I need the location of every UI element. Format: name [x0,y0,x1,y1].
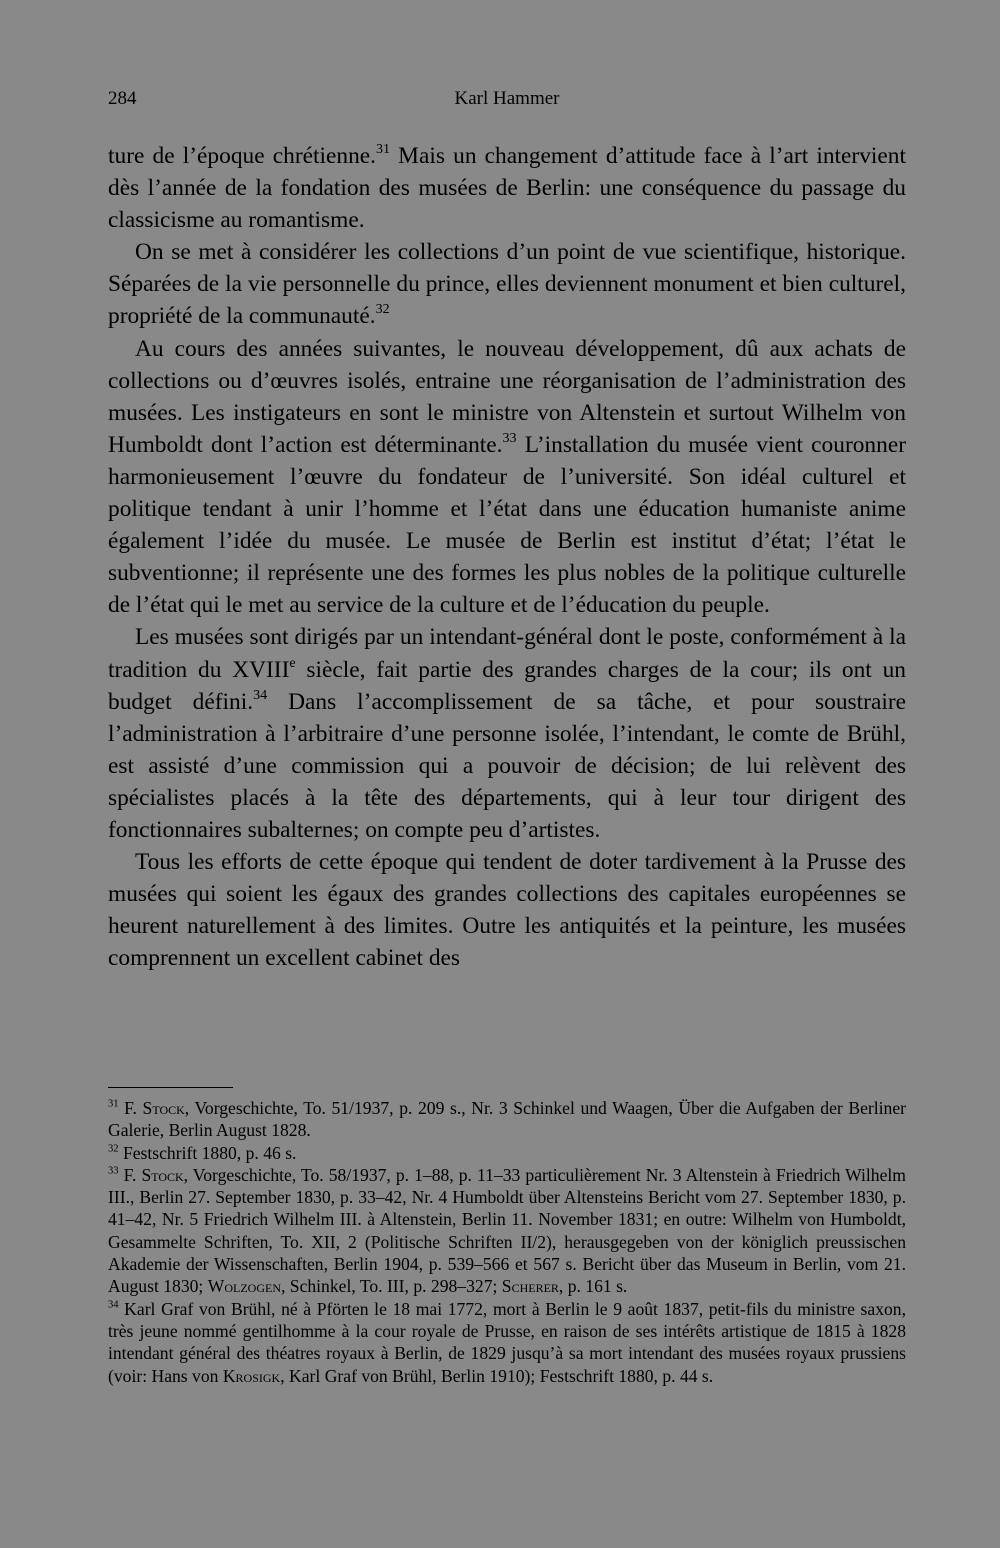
text-run: Les musées sont dirigés par un intendant-général dont le poste, conformément à la tradition du XVIII [108,624,906,683]
text-run: , Vorgeschichte, To. 51/1937, p. 209 s., Nr. 3 Schinkel und Waagen, Über die Aufgaben der Berliner Galerie, Berlin August 1828. [108,1098,906,1141]
text-run: L’installation du musée vient couronner harmonieusement l’œuvre du fondateur de l’université. Son idéal culturel et politique tendant à unir l’homme et l’état dans une éducation humaniste anime également l’idée du musée. Le musée de Berlin est institut d’état; l’état le subventionne; il représente une des formes les plus nobles de la politique culturelle de l’état qui le met au service de la culture et de l’éducation du peuple. [108,431,906,619]
footnote-ref: 34 [108,1299,119,1311]
page-header [108,88,906,118]
small-caps-name: Wolzogen [207,1276,281,1297]
text-run: F. [118,1164,142,1185]
text-run: , Schinkel, To. III, p. 298–327; [280,1276,502,1297]
paragraph [108,333,906,622]
text-run: ture de l’époque chrétienne. [108,143,376,169]
small-caps-name: Krosigk [222,1365,281,1386]
text-run: Mais un changement d’attitude face à l’art intervient dès l’année de la fondation des musées de Berlin: une conséquence du passage du classicisme au romantisme. [108,143,906,234]
text-run: Karl Graf von Brühl, né à Pförten le 18 mai 1772, mort à Berlin le 9 août 1837, petit-fils du ministre saxon, très jeune nommé gentilhomme à la cour royale de Prusse, en raison de ses intérêts artistique de 1815 à 1828 intendant général des théatres royaux à Berlin, de 1829 jusqu’à sa mort intendant des musées royaux prussiens (voir: Hans von [108,1298,906,1386]
footnote-ref: 34 [253,686,268,703]
text-run: , Karl Graf von Brühl, Berlin 1910); Festschrift 1880, p. 44 s. [280,1365,714,1386]
small-caps-name: Scherer [501,1276,559,1297]
paragraph [108,140,906,236]
main-text [108,140,906,974]
text-run: On se met à considérer les collections d’un point de vue scientifique, historique. Séparées de la vie personnelle du prince, elles deviennent monument et bien culturel, propriété de la communauté. [108,239,906,330]
paragraph [108,621,906,846]
running-head: Karl Hammer [454,88,560,109]
footnote-ref: 32 [108,1143,119,1154]
paragraph [108,236,906,332]
footnote-ref: e [289,654,296,671]
text-run: Dans l’accomplissement de sa tâche, et pour soustraire l’administration à l’arbitraire d’une personne isolée, l’intendant, le comte de Brühl, est assisté d’une commission qui a pouvoir de décision; de lui relèvent des spécialistes placés à la tête des départements, qui à leur tour dirigent des fonctionnaires subalternes; on compte peu d’artistes. [108,688,906,843]
page-number: 284 [108,88,137,109]
text-run: Festschrift 1880, p. 46 s. [118,1142,297,1163]
footnote-separator [108,1087,233,1088]
small-caps-name: Stock [141,1164,184,1185]
footnote-ref: 33 [502,429,517,446]
footnote-ref: 32 [375,301,390,318]
text-run: , p. 161 s. [558,1276,628,1297]
text-run: F. [118,1098,143,1118]
footnote-ref: 31 [376,140,391,157]
paragraph [108,846,906,974]
text-run: , Vorgeschichte, To. 58/1937, p. 1–88, p. 11–33 particulièrement Nr. 3 Altenstein à Friedrich Wilhelm III., Berlin 27. September 1830, p. 33–42, Nr. 4 Humboldt über Altensteins Bericht vom 27. September 1830, p. 41–42, Nr. 5 Friedrich Wilhelm III. à Altenstein, Berlin 11. November 1831; en outre: Wilhelm von Humboldt, Gesammelte Schriften, To. XII, 2 (Politische Schriften II/2), herausgegeben von der königlich preussischen Akademie der Wissenschaften, Berlin 1904, p. 539–566 et 567 s. Bericht über das Museum in Berlin, vom 21. August 1830; [108,1164,906,1297]
small-caps-name: Stock [142,1098,185,1118]
footnote [108,1097,906,1142]
footnote-ref: 31 [108,1098,119,1110]
footnote [108,1142,906,1164]
footnotes [108,1097,906,1387]
footnote-ref: 33 [108,1165,119,1177]
text-run: siècle, fait partie des grandes charges de la cour; ils ont un budget défini. [108,656,906,715]
footnote [108,1298,906,1387]
footnote [108,1164,906,1298]
text-run: Au cours des années suivantes, le nouveau développement, dû aux achats de collections ou d’œuvres isolés, entraine une réorganisation de l’administration des musées. Les instigateurs en sont le ministre von Altenstein et surtout Wilhelm von Humboldt dont l’action est déterminante. [108,335,906,458]
text-run: Tous les efforts de cette époque qui tendent de doter tardivement à la Prusse des musées qui soient les égaux des grandes collections des capitales européennes se heurent naturellement à des limites. Outre les antiquités et la peinture, les musées comprennent un excellent cabinet des [108,849,906,972]
